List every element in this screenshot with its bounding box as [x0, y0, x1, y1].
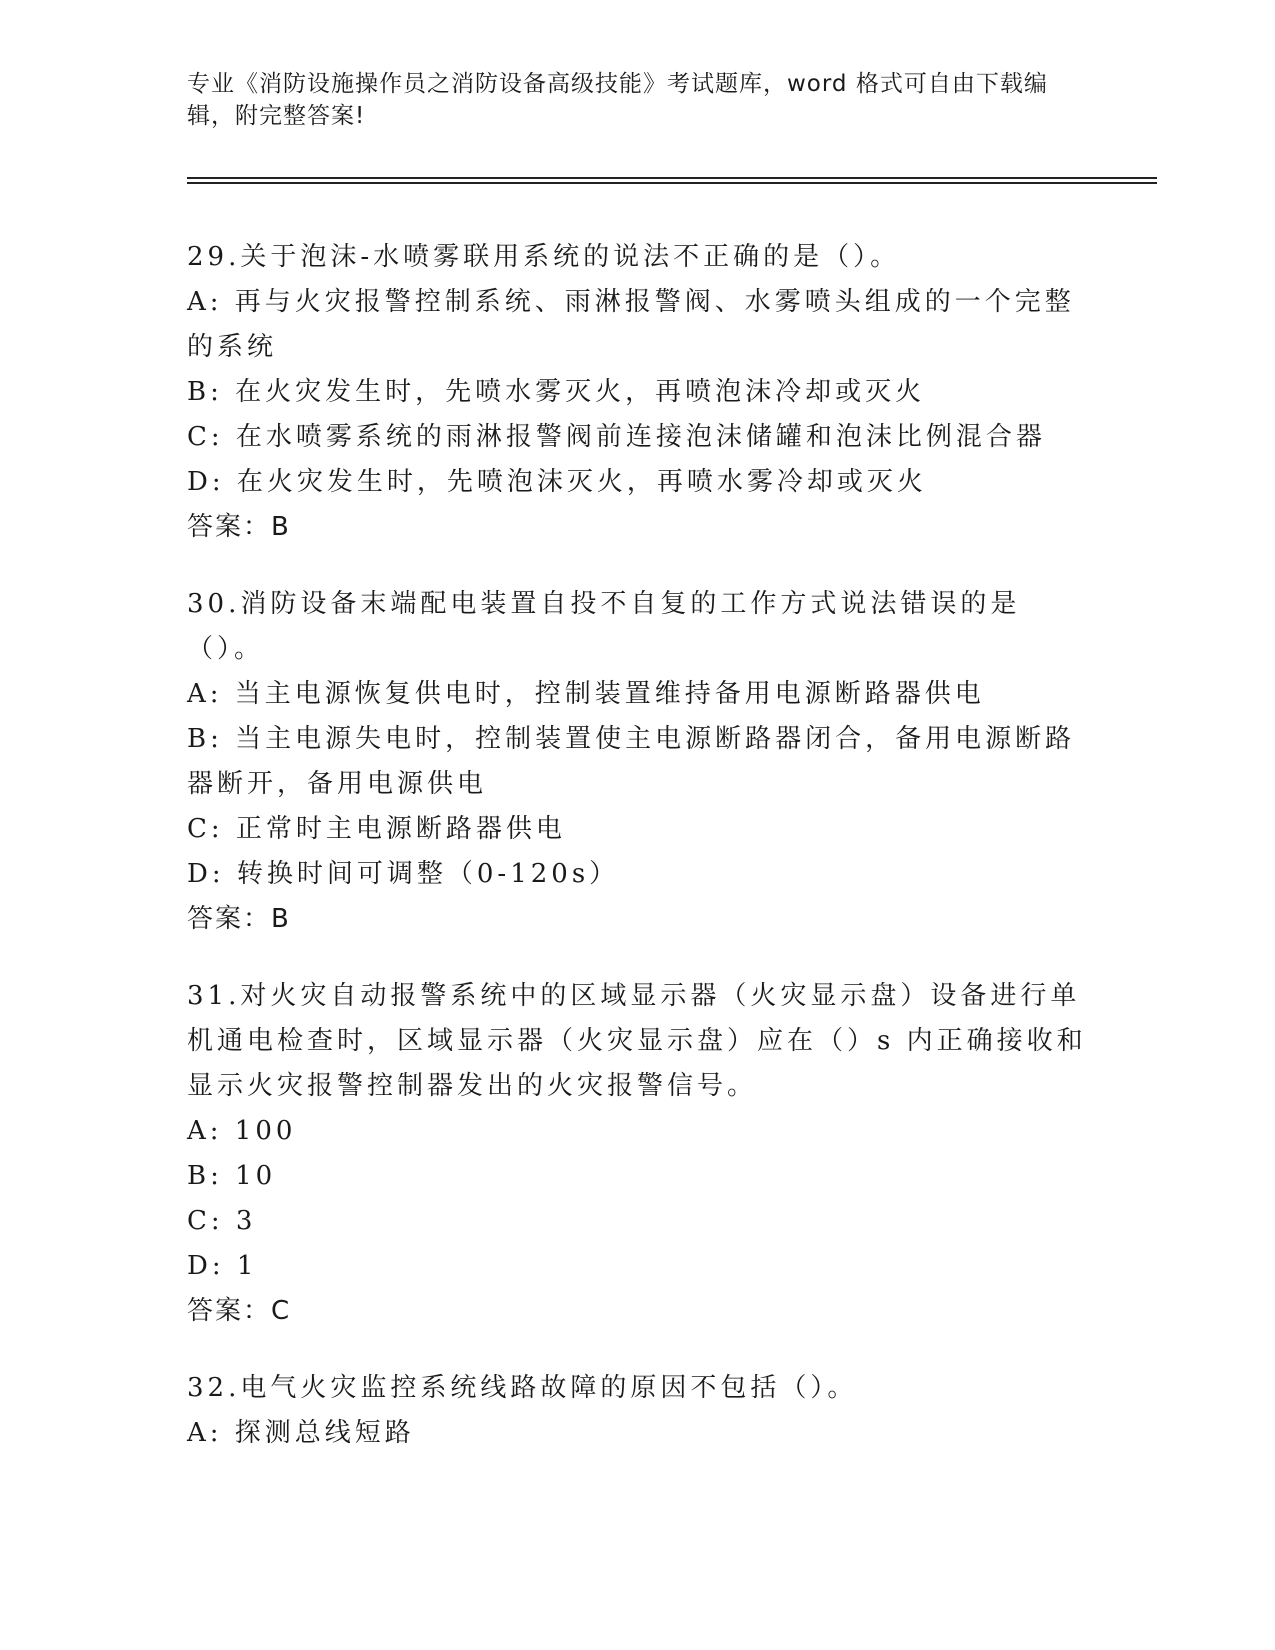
- question-stem: 29.关于泡沫-水喷雾联用系统的说法不正确的是（）。: [187, 242, 901, 272]
- option-b: B: 在火灾发生时，先喷水雾灭火，再喷泡沫冷却或灭火: [187, 377, 926, 407]
- question-30: [187, 582, 1087, 942]
- answer-label: 答案：B: [187, 904, 291, 934]
- option-d: D: 转换时间可调整（0-120s）: [187, 859, 620, 889]
- question-31: [187, 974, 1087, 1334]
- option-a: A: 探测总线短路: [187, 1418, 415, 1448]
- option-c: C: 3: [187, 1206, 257, 1236]
- question-list: [187, 235, 1087, 1488]
- header-rule-bottom: [187, 182, 1157, 184]
- header-line-1: 专业《消防设施操作员之消防设备高级技能》考试题库，word 格式可自由下载编: [187, 71, 1048, 97]
- answer-label: 答案：C: [187, 1296, 292, 1326]
- answer-label: 答案：B: [187, 512, 291, 542]
- option-a: A: 100: [187, 1116, 297, 1146]
- option-c: C: 在水喷雾系统的雨淋报警阀前连接泡沫储罐和泡沫比例混合器: [187, 422, 1046, 452]
- option-d: D: 1: [187, 1251, 258, 1281]
- question-29: [187, 235, 1087, 550]
- option-a: A: 再与火灾报警控制系统、雨淋报警阀、水雾喷头组成的一个完整的系统: [187, 287, 1075, 362]
- question-32: [187, 1366, 1087, 1456]
- question-stem: 30.消防设备末端配电装置自投不自复的工作方式说法错误的是（）。: [187, 589, 1021, 664]
- document-header: [187, 68, 1077, 132]
- option-a: A: 当主电源恢复供电时，控制装置维持备用电源断路器供电: [187, 679, 985, 709]
- question-stem: 32.电气火灾监控系统线路故障的原因不包括（）。: [187, 1373, 858, 1403]
- option-c: C: 正常时主电源断路器供电: [187, 814, 566, 844]
- header-line-2: 辑，附完整答案!: [187, 103, 366, 129]
- option-b: B: 10: [187, 1161, 277, 1191]
- header-rule-top: [187, 177, 1157, 179]
- question-stem: 31.对火灾自动报警系统中的区域显示器（火灾显示盘）设备进行单机通电检查时，区域显示器（火灾显示盘）应在（）s 内正确接收和显示火灾报警控制器发出的火灾报警信号。: [187, 981, 1087, 1101]
- option-d: D: 在火灾发生时，先喷泡沫灭火，再喷水雾冷却或灭火: [187, 467, 927, 497]
- option-b: B: 当主电源失电时，控制装置使主电源断路器闭合，备用电源断路器断开，备用电源供电: [187, 724, 1076, 799]
